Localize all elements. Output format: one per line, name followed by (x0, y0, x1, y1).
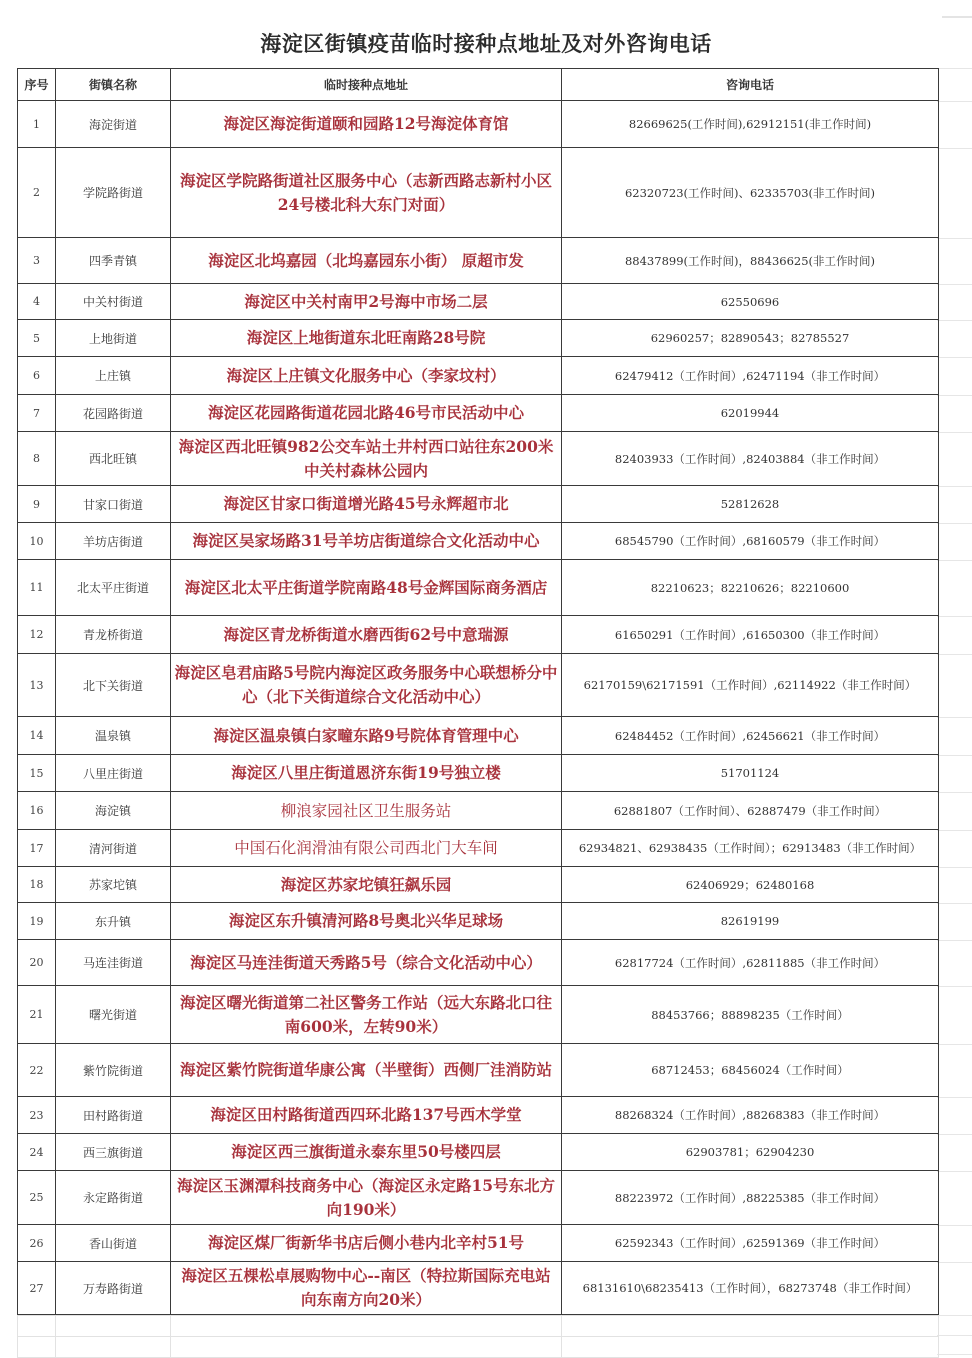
street-name: 温泉镇 (56, 717, 171, 755)
table-row (18, 238, 939, 284)
street-name: 永定路街道 (56, 1171, 171, 1225)
street-name: 西北旺镇 (56, 432, 171, 486)
table-row (18, 1044, 939, 1097)
table-row (18, 486, 939, 523)
row-number: 22 (18, 1044, 56, 1097)
table-row (18, 986, 939, 1044)
phone-number: 62881807（工作时间）、62887479（非工作时间） (562, 792, 939, 830)
phone-number: 51701124 (562, 755, 939, 792)
phone-number: 88437899(工作时间)，88436625(非工作时间) (562, 238, 939, 284)
row-number: 3 (18, 238, 56, 284)
site-address: 中国石化润滑油有限公司西北门大车间 (171, 830, 562, 867)
table-row (18, 1262, 939, 1315)
table-row (18, 357, 939, 395)
site-address: 海淀区西北旺镇982公交车站土井村西口站往东200米中关村森林公园内 (171, 432, 562, 486)
site-address: 海淀区田村路街道西四环北路137号西木学堂 (171, 1097, 562, 1134)
site-address: 海淀区苏家坨镇狂飙乐园 (171, 867, 562, 903)
site-address: 海淀区八里庄街道恩济东街19号独立楼 (171, 755, 562, 792)
site-address: 海淀区西三旗街道永泰东里50号楼四层 (171, 1134, 562, 1171)
header-address: 临时接种点地址 (171, 69, 562, 101)
row-number: 5 (18, 320, 56, 357)
row-number: 18 (18, 867, 56, 903)
row-number: 24 (18, 1134, 56, 1171)
street-name: 东升镇 (56, 903, 171, 940)
phone-number: 68712453；68456024（工作时间） (562, 1044, 939, 1097)
table-row (18, 560, 939, 616)
row-number: 9 (18, 486, 56, 523)
phone-number: 62960257；82890543；82785527 (562, 320, 939, 357)
row-number: 2 (18, 148, 56, 238)
street-name: 曙光街道 (56, 986, 171, 1044)
vaccination-sites-table (17, 68, 939, 1315)
phone-number: 68545790（工作时间）,68160579（非工作时间） (562, 523, 939, 560)
phone-number: 52812628 (562, 486, 939, 523)
table-header-row (18, 69, 939, 101)
table-row (18, 432, 939, 486)
site-address: 海淀区青龙桥街道水磨西街62号中意瑞源 (171, 616, 562, 654)
phone-number: 62019944 (562, 395, 939, 432)
street-name: 上地街道 (56, 320, 171, 357)
site-address: 海淀区吴家场路31号羊坊店街道综合文化活动中心 (171, 523, 562, 560)
row-number: 14 (18, 717, 56, 755)
row-number: 26 (18, 1225, 56, 1262)
site-address: 海淀区上地街道东北旺南路28号院 (171, 320, 562, 357)
table-row (18, 717, 939, 755)
table-row (18, 830, 939, 867)
table-row (18, 523, 939, 560)
phone-number: 61650291（工作时间）,61650300（非工作时间） (562, 616, 939, 654)
street-name: 上庄镇 (56, 357, 171, 395)
row-number: 4 (18, 284, 56, 320)
street-name: 紫竹院街道 (56, 1044, 171, 1097)
table-row (18, 148, 939, 238)
site-address: 海淀区曙光街道第二社区警务工作站（远大东路北口往南600米，左转90米） (171, 986, 562, 1044)
table-row (18, 1225, 939, 1262)
phone-number: 82403933（工作时间）,82403884（非工作时间） (562, 432, 939, 486)
spreadsheet-gridlines (937, 68, 972, 1358)
row-number: 15 (18, 755, 56, 792)
site-address: 海淀区皂君庙路5号院内海淀区政务服务中心联想桥分中心（北下关街道综合文化活动中心） (171, 654, 562, 717)
table-row (18, 1097, 939, 1134)
row-number: 10 (18, 523, 56, 560)
row-number: 11 (18, 560, 56, 616)
phone-number: 62903781；62904230 (562, 1134, 939, 1171)
header-street-name: 街镇名称 (56, 69, 171, 101)
phone-number: 62550696 (562, 284, 939, 320)
street-name: 马连洼街道 (56, 940, 171, 986)
street-name: 青龙桥街道 (56, 616, 171, 654)
phone-number: 82669625(工作时间),62912151(非工作时间) (562, 101, 939, 148)
row-number: 23 (18, 1097, 56, 1134)
street-name: 四季青镇 (56, 238, 171, 284)
phone-number: 62320723(工作时间)、62335703(非工作时间) (562, 148, 939, 238)
row-number: 1 (18, 101, 56, 148)
row-number: 21 (18, 986, 56, 1044)
street-name: 北太平庄街道 (56, 560, 171, 616)
phone-number: 62592343（工作时间）,62591369（非工作时间） (562, 1225, 939, 1262)
table-row (18, 395, 939, 432)
empty-spreadsheet-rows (17, 1315, 939, 1358)
street-name: 中关村街道 (56, 284, 171, 320)
street-name: 羊坊店街道 (56, 523, 171, 560)
phone-number: 62817724（工作时间）,62811885（非工作时间） (562, 940, 939, 986)
row-number: 6 (18, 357, 56, 395)
phone-number: 68131610\68235413（工作时间），68273748（非工作时间） (562, 1262, 939, 1315)
row-number: 17 (18, 830, 56, 867)
row-number: 12 (18, 616, 56, 654)
phone-number: 88453766；88898235（工作时间） (562, 986, 939, 1044)
table-row (18, 320, 939, 357)
street-name: 西三旗街道 (56, 1134, 171, 1171)
row-number: 16 (18, 792, 56, 830)
sheet-edge-line (942, 16, 972, 18)
empty-row (18, 1316, 939, 1337)
empty-row (18, 1337, 939, 1358)
street-name: 香山街道 (56, 1225, 171, 1262)
site-address: 海淀区马连洼街道天秀路5号（综合文化活动中心） (171, 940, 562, 986)
site-address: 海淀区北坞嘉园（北坞嘉园东小街） 原超市发 (171, 238, 562, 284)
header-phone: 咨询电话 (562, 69, 939, 101)
table-row (18, 792, 939, 830)
table-row (18, 616, 939, 654)
table-row (18, 1134, 939, 1171)
table-row (18, 1171, 939, 1225)
site-address: 海淀区中关村南甲2号海中市场二层 (171, 284, 562, 320)
site-address: 海淀区温泉镇白家疃东路9号院体育管理中心 (171, 717, 562, 755)
phone-number: 88223972（工作时间）,88225385（非工作时间） (562, 1171, 939, 1225)
street-name: 田村路街道 (56, 1097, 171, 1134)
site-address: 海淀区玉渊潭科技商务中心（海淀区永定路15号东北方向190米） (171, 1171, 562, 1225)
site-address: 海淀区北太平庄街道学院南路48号金辉国际商务酒店 (171, 560, 562, 616)
street-name: 清河街道 (56, 830, 171, 867)
phone-number: 62479412（工作时间）,62471194（非工作时间） (562, 357, 939, 395)
row-number: 8 (18, 432, 56, 486)
row-number: 27 (18, 1262, 56, 1315)
street-name: 甘家口街道 (56, 486, 171, 523)
street-name: 海淀镇 (56, 792, 171, 830)
phone-number: 62484452（工作时间）,62456621（非工作时间） (562, 717, 939, 755)
table-row (18, 654, 939, 717)
document-title: 海淀区街镇疫苗临时接种点地址及对外咨询电话 (260, 31, 712, 56)
header-number: 序号 (18, 69, 56, 101)
street-name: 花园路街道 (56, 395, 171, 432)
site-address: 海淀区海淀街道颐和园路12号海淀体育馆 (171, 101, 562, 148)
row-number: 7 (18, 395, 56, 432)
site-address: 海淀区学院路街道社区服务中心（志新西路志新村小区24号楼北科大东门对面） (171, 148, 562, 238)
row-number: 13 (18, 654, 56, 717)
site-address: 海淀区五棵松卓展购物中心--南区（特拉斯国际充电站向东南方向20米） (171, 1262, 562, 1315)
phone-number: 62406929；62480168 (562, 867, 939, 903)
site-address: 柳浪家园社区卫生服务站 (171, 792, 562, 830)
phone-number: 82619199 (562, 903, 939, 940)
row-number: 20 (18, 940, 56, 986)
site-address: 海淀区上庄镇文化服务中心（李家坟村） (171, 357, 562, 395)
street-name: 北下关街道 (56, 654, 171, 717)
row-number: 19 (18, 903, 56, 940)
phone-number: 88268324（工作时间）,88268383（非工作时间） (562, 1097, 939, 1134)
phone-number: 62170159\62171591（工作时间）,62114922（非工作时间） (562, 654, 939, 717)
site-address: 海淀区东升镇清河路8号奥北兴华足球场 (171, 903, 562, 940)
street-name: 学院路街道 (56, 148, 171, 238)
table-row (18, 867, 939, 903)
site-address: 海淀区紫竹院街道华康公寓（半壁街）西侧厂洼消防站 (171, 1044, 562, 1097)
table-row (18, 755, 939, 792)
table-row (18, 284, 939, 320)
phone-number: 62934821、62938435（工作时间）；62913483（非工作时间） (562, 830, 939, 867)
street-name: 万寿路街道 (56, 1262, 171, 1315)
table-row (18, 940, 939, 986)
phone-number: 82210623；82210626；82210600 (562, 560, 939, 616)
site-address: 海淀区花园路街道花园北路46号市民活动中心 (171, 395, 562, 432)
street-name: 海淀街道 (56, 101, 171, 148)
table-row (18, 903, 939, 940)
table-row (18, 101, 939, 148)
site-address: 海淀区甘家口街道增光路45号永辉超市北 (171, 486, 562, 523)
street-name: 苏家坨镇 (56, 867, 171, 903)
street-name: 八里庄街道 (56, 755, 171, 792)
site-address: 海淀区煤厂街新华书店后侧小巷内北辛村51号 (171, 1225, 562, 1262)
row-number: 25 (18, 1171, 56, 1225)
